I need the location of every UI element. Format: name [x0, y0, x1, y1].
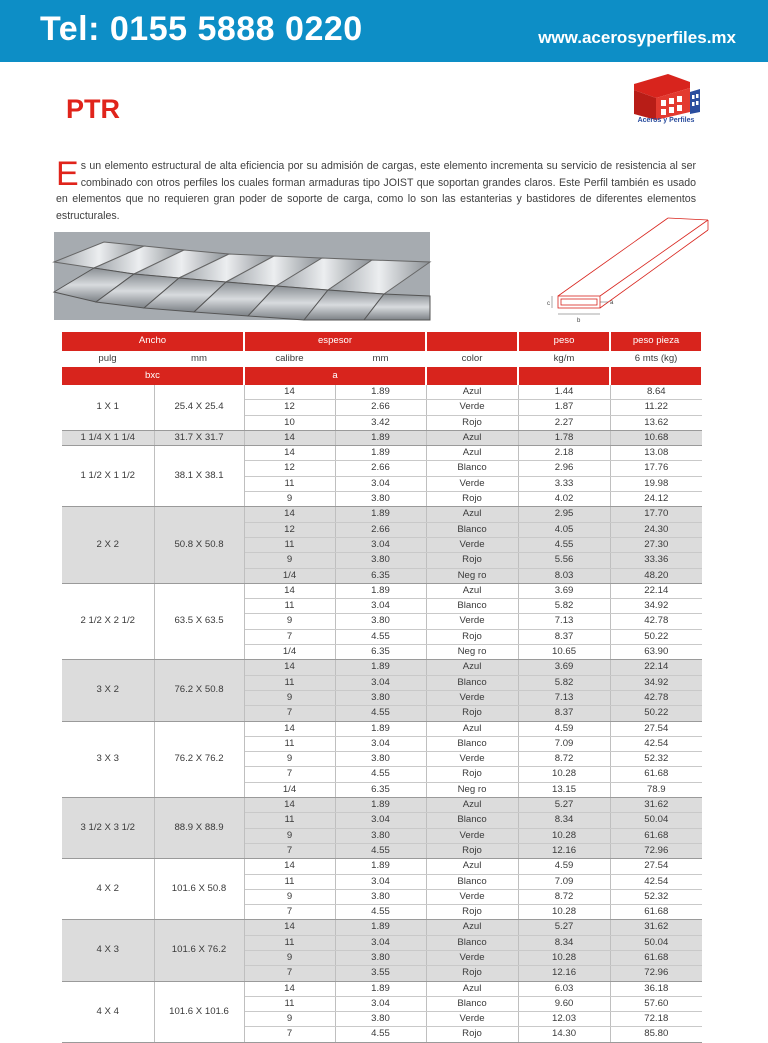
col-header-blank: [426, 332, 518, 351]
thickness-mm-cell: 3.55: [335, 966, 426, 981]
page-title: PTR: [66, 94, 120, 124]
calibre-cell: 11: [244, 874, 335, 889]
thickness-mm-cell: 2.66: [335, 400, 426, 415]
color-cell: Rojo: [426, 629, 518, 644]
calibre-cell: 14: [244, 859, 335, 874]
table-row: [62, 798, 702, 813]
calibre-cell: 14: [244, 920, 335, 935]
color-cell: Rojo: [426, 553, 518, 568]
color-cell: Verde: [426, 614, 518, 629]
kg-per-m-cell: 4.59: [518, 859, 610, 874]
thickness-mm-cell: 3.80: [335, 690, 426, 705]
color-cell: Verde: [426, 1012, 518, 1027]
kg-per-m-cell: 4.55: [518, 537, 610, 552]
piece-weight-cell: 31.62: [610, 920, 702, 935]
thickness-mm-cell: 3.42: [335, 415, 426, 430]
kg-per-m-cell: 10.28: [518, 767, 610, 782]
piece-weight-cell: 36.18: [610, 981, 702, 996]
color-cell: Verde: [426, 752, 518, 767]
col-header-mm-espesor: mm: [335, 351, 426, 367]
table-row: [62, 583, 702, 598]
color-cell: Rojo: [426, 706, 518, 721]
piece-weight-cell: 22.14: [610, 583, 702, 598]
piece-weight-cell: 72.96: [610, 966, 702, 981]
size-mm-cell: 76.2 X 50.8: [154, 660, 244, 721]
product-photo: [54, 232, 430, 320]
calibre-cell: 11: [244, 736, 335, 751]
piece-weight-cell: 13.08: [610, 446, 702, 461]
piece-weight-cell: 13.62: [610, 415, 702, 430]
table-row: [62, 721, 702, 736]
size-mm-cell: 31.7 X 31.7: [154, 430, 244, 445]
piece-weight-cell: 31.62: [610, 798, 702, 813]
size-mm-cell: 38.1 X 38.1: [154, 446, 244, 507]
size-mm-cell: 101.6 X 50.8: [154, 859, 244, 920]
piece-weight-cell: 8.64: [610, 385, 702, 400]
calibre-cell: 11: [244, 476, 335, 491]
piece-weight-cell: 27.30: [610, 537, 702, 552]
size-inches-cell: 4 X 2: [62, 859, 154, 920]
color-cell: Verde: [426, 950, 518, 965]
piece-weight-cell: 24.30: [610, 522, 702, 537]
table-row: [62, 981, 702, 996]
kg-per-m-cell: 4.05: [518, 522, 610, 537]
piece-weight-cell: 27.54: [610, 721, 702, 736]
color-cell: Azul: [426, 446, 518, 461]
dropcap: E: [56, 155, 79, 193]
size-inches-cell: 3 1/2 X 3 1/2: [62, 798, 154, 859]
thickness-mm-cell: 1.89: [335, 981, 426, 996]
thickness-mm-cell: 1.89: [335, 446, 426, 461]
thickness-mm-cell: 3.80: [335, 752, 426, 767]
calibre-cell: 14: [244, 798, 335, 813]
size-mm-cell: 101.6 X 101.6: [154, 981, 244, 1042]
size-mm-cell: 88.9 X 88.9: [154, 798, 244, 859]
color-cell: Rojo: [426, 492, 518, 507]
size-group: [62, 430, 702, 445]
calibre-cell: 1/4: [244, 568, 335, 583]
thickness-mm-cell: 1.89: [335, 583, 426, 598]
kg-per-m-cell: 8.34: [518, 813, 610, 828]
kg-per-m-cell: 7.13: [518, 690, 610, 705]
thickness-mm-cell: 4.55: [335, 706, 426, 721]
size-group: [62, 660, 702, 721]
thickness-mm-cell: 3.80: [335, 1012, 426, 1027]
thickness-mm-cell: 2.66: [335, 461, 426, 476]
color-cell: Azul: [426, 385, 518, 400]
piece-weight-cell: 17.76: [610, 461, 702, 476]
calibre-cell: 14: [244, 385, 335, 400]
piece-weight-cell: 61.68: [610, 828, 702, 843]
piece-weight-cell: 48.20: [610, 568, 702, 583]
thickness-mm-cell: 6.35: [335, 645, 426, 660]
table-row: [62, 660, 702, 675]
diagram-label-b: b: [577, 318, 581, 324]
size-inches-cell: 3 X 2: [62, 660, 154, 721]
calibre-cell: 9: [244, 1012, 335, 1027]
kg-per-m-cell: 5.82: [518, 599, 610, 614]
color-cell: Rojo: [426, 1027, 518, 1042]
size-group: [62, 798, 702, 859]
table-row: [62, 920, 702, 935]
color-cell: Neg ro: [426, 568, 518, 583]
color-cell: Azul: [426, 920, 518, 935]
logo-caption: Aceros y Perfiles: [637, 117, 695, 124]
col-header-peso: peso: [518, 332, 610, 351]
thickness-mm-cell: 3.80: [335, 828, 426, 843]
size-group: [62, 981, 702, 1042]
color-cell: Azul: [426, 583, 518, 598]
color-cell: Rojo: [426, 843, 518, 858]
piece-weight-cell: 11.22: [610, 400, 702, 415]
col-header-6mts: 6 mts (kg): [610, 351, 702, 367]
color-cell: Blanco: [426, 675, 518, 690]
col-header-ancho: Ancho: [62, 332, 244, 351]
col-header-a: a: [244, 367, 426, 385]
calibre-cell: 11: [244, 996, 335, 1011]
size-inches-cell: 2 1/2 X 2 1/2: [62, 583, 154, 659]
calibre-cell: 9: [244, 889, 335, 904]
ptr-spec-table: [62, 332, 703, 1043]
calibre-cell: 14: [244, 430, 335, 445]
calibre-cell: 1/4: [244, 782, 335, 797]
color-cell: Azul: [426, 981, 518, 996]
size-group: [62, 446, 702, 507]
color-cell: Azul: [426, 859, 518, 874]
piece-weight-cell: 61.68: [610, 767, 702, 782]
color-cell: Azul: [426, 660, 518, 675]
kg-per-m-cell: 14.30: [518, 1027, 610, 1042]
piece-weight-cell: 42.54: [610, 736, 702, 751]
color-cell: Blanco: [426, 996, 518, 1011]
kg-per-m-cell: 10.28: [518, 950, 610, 965]
calibre-cell: 12: [244, 461, 335, 476]
kg-per-m-cell: 12.16: [518, 966, 610, 981]
calibre-cell: 9: [244, 828, 335, 843]
thickness-mm-cell: 3.80: [335, 950, 426, 965]
size-inches-cell: 4 X 4: [62, 981, 154, 1042]
kg-per-m-cell: 2.95: [518, 507, 610, 522]
color-cell: Blanco: [426, 522, 518, 537]
size-mm-cell: 50.8 X 50.8: [154, 507, 244, 583]
piece-weight-cell: 61.68: [610, 905, 702, 920]
calibre-cell: 7: [244, 843, 335, 858]
thickness-mm-cell: 1.89: [335, 920, 426, 935]
kg-per-m-cell: 6.03: [518, 981, 610, 996]
thickness-mm-cell: 2.66: [335, 522, 426, 537]
kg-per-m-cell: 8.34: [518, 935, 610, 950]
kg-per-m-cell: 13.15: [518, 782, 610, 797]
calibre-cell: 9: [244, 614, 335, 629]
piece-weight-cell: 24.12: [610, 492, 702, 507]
color-cell: Azul: [426, 507, 518, 522]
thickness-mm-cell: 3.04: [335, 935, 426, 950]
kg-per-m-cell: 5.27: [518, 920, 610, 935]
size-group: [62, 583, 702, 659]
thickness-mm-cell: 3.80: [335, 889, 426, 904]
col-header-bxc: bxc: [62, 367, 244, 385]
size-group: [62, 507, 702, 583]
thickness-mm-cell: 1.89: [335, 798, 426, 813]
thickness-mm-cell: 4.55: [335, 629, 426, 644]
color-cell: Verde: [426, 476, 518, 491]
kg-per-m-cell: 5.82: [518, 675, 610, 690]
calibre-cell: 7: [244, 905, 335, 920]
size-inches-cell: 4 X 3: [62, 920, 154, 981]
kg-per-m-cell: 8.37: [518, 629, 610, 644]
table-row: [62, 507, 702, 522]
piece-weight-cell: 61.68: [610, 950, 702, 965]
color-cell: Rojo: [426, 767, 518, 782]
piece-weight-cell: 42.54: [610, 874, 702, 889]
color-cell: Neg ro: [426, 782, 518, 797]
calibre-cell: 14: [244, 583, 335, 598]
color-cell: Blanco: [426, 461, 518, 476]
intro-text: s un elemento estructural de alta eficiencia por su admisión de cargas, este elemento incrementa su servicio de resistencia al ser combinado con otros perfiles los cuales forman armaduras tipo JOIST que soportan grandes claros. Este Perfil también es usado en elementos que no requieren gran poder de soporte de carga, como lo son las estanterias y bastidores de diferentes elementos estructurales.: [56, 160, 696, 222]
kg-per-m-cell: 8.37: [518, 706, 610, 721]
diagram-label-c: c: [547, 301, 550, 307]
kg-per-m-cell: 8.72: [518, 752, 610, 767]
table-row: [62, 385, 702, 400]
size-group: [62, 859, 702, 920]
piece-weight-cell: 72.18: [610, 1012, 702, 1027]
piece-weight-cell: 63.90: [610, 645, 702, 660]
piece-weight-cell: 33.36: [610, 553, 702, 568]
piece-weight-cell: 17.70: [610, 507, 702, 522]
kg-per-m-cell: 9.60: [518, 996, 610, 1011]
kg-per-m-cell: 2.96: [518, 461, 610, 476]
kg-per-m-cell: 3.69: [518, 660, 610, 675]
piece-weight-cell: 22.14: [610, 660, 702, 675]
color-cell: Blanco: [426, 874, 518, 889]
kg-per-m-cell: 1.78: [518, 430, 610, 445]
col-header-pulg: pulg: [62, 351, 154, 367]
thickness-mm-cell: 4.55: [335, 905, 426, 920]
thickness-mm-cell: 3.04: [335, 599, 426, 614]
thickness-mm-cell: 4.55: [335, 767, 426, 782]
calibre-cell: 7: [244, 1027, 335, 1042]
size-inches-cell: 3 X 3: [62, 721, 154, 797]
size-group: [62, 721, 702, 797]
col-header-calibre: calibre: [244, 351, 335, 367]
color-cell: Azul: [426, 798, 518, 813]
piece-weight-cell: 72.96: [610, 843, 702, 858]
size-mm-cell: 25.4 X 25.4: [154, 385, 244, 430]
thickness-mm-cell: 3.80: [335, 492, 426, 507]
color-cell: Verde: [426, 828, 518, 843]
kg-per-m-cell: 2.27: [518, 415, 610, 430]
size-mm-cell: 101.6 X 76.2: [154, 920, 244, 981]
calibre-cell: 9: [244, 690, 335, 705]
header-row-2: [62, 351, 702, 367]
table-row: [62, 446, 702, 461]
thickness-mm-cell: 3.04: [335, 736, 426, 751]
calibre-cell: 14: [244, 721, 335, 736]
color-cell: Rojo: [426, 966, 518, 981]
size-group: [62, 920, 702, 981]
piece-weight-cell: 50.04: [610, 935, 702, 950]
kg-per-m-cell: 4.02: [518, 492, 610, 507]
calibre-cell: 9: [244, 950, 335, 965]
calibre-cell: 9: [244, 492, 335, 507]
thickness-mm-cell: 3.04: [335, 675, 426, 690]
website-url[interactable]: www.acerosyperfiles.mx: [538, 28, 736, 47]
calibre-cell: 11: [244, 935, 335, 950]
color-cell: Blanco: [426, 599, 518, 614]
col-header-color: color: [426, 351, 518, 367]
thickness-mm-cell: 3.80: [335, 553, 426, 568]
calibre-cell: 12: [244, 522, 335, 537]
table-row: [62, 859, 702, 874]
calibre-cell: 11: [244, 599, 335, 614]
thickness-mm-cell: 1.89: [335, 859, 426, 874]
thickness-mm-cell: 1.89: [335, 721, 426, 736]
piece-weight-cell: 78.9: [610, 782, 702, 797]
piece-weight-cell: 34.92: [610, 599, 702, 614]
color-cell: Neg ro: [426, 645, 518, 660]
calibre-cell: 9: [244, 752, 335, 767]
calibre-cell: 14: [244, 446, 335, 461]
calibre-cell: 14: [244, 660, 335, 675]
piece-weight-cell: 19.98: [610, 476, 702, 491]
piece-weight-cell: 85.80: [610, 1027, 702, 1042]
header-row-1: [62, 332, 702, 351]
col-header-kgm: kg/m: [518, 351, 610, 367]
kg-per-m-cell: 7.09: [518, 736, 610, 751]
header-row-3: [62, 367, 702, 385]
calibre-cell: 1/4: [244, 645, 335, 660]
color-cell: Azul: [426, 721, 518, 736]
piece-weight-cell: 10.68: [610, 430, 702, 445]
thickness-mm-cell: 6.35: [335, 568, 426, 583]
kg-per-m-cell: 10.28: [518, 828, 610, 843]
size-mm-cell: 63.5 X 63.5: [154, 583, 244, 659]
size-mm-cell: 76.2 X 76.2: [154, 721, 244, 797]
kg-per-m-cell: 7.09: [518, 874, 610, 889]
color-cell: Rojo: [426, 905, 518, 920]
piece-weight-cell: 42.78: [610, 690, 702, 705]
size-inches-cell: 1 1/4 X 1 1/4: [62, 430, 154, 445]
kg-per-m-cell: 2.18: [518, 446, 610, 461]
calibre-cell: 10: [244, 415, 335, 430]
calibre-cell: 7: [244, 629, 335, 644]
col-header-espesor: espesor: [244, 332, 426, 351]
thickness-mm-cell: 6.35: [335, 782, 426, 797]
size-inches-cell: 1 1/2 X 1 1/2: [62, 446, 154, 507]
kg-per-m-cell: 3.33: [518, 476, 610, 491]
color-cell: Rojo: [426, 415, 518, 430]
table-row: [62, 430, 702, 445]
diagram-label-a: a: [610, 300, 614, 306]
piece-weight-cell: 57.60: [610, 996, 702, 1011]
color-cell: Blanco: [426, 813, 518, 828]
kg-per-m-cell: 12.03: [518, 1012, 610, 1027]
color-cell: Verde: [426, 537, 518, 552]
piece-weight-cell: 52.32: [610, 752, 702, 767]
size-group: [62, 385, 702, 430]
calibre-cell: 7: [244, 706, 335, 721]
size-inches-cell: 2 X 2: [62, 507, 154, 583]
ptr-profile-diagram: [540, 212, 710, 332]
kg-per-m-cell: 8.72: [518, 889, 610, 904]
thickness-mm-cell: 4.55: [335, 1027, 426, 1042]
piece-weight-cell: 50.22: [610, 706, 702, 721]
header-bar: [0, 0, 768, 62]
thickness-mm-cell: 3.04: [335, 813, 426, 828]
phone-number: Tel: 0155 5888 0220: [40, 10, 363, 48]
calibre-cell: 11: [244, 675, 335, 690]
color-cell: Azul: [426, 430, 518, 445]
col-header-peso-pieza: peso pieza: [610, 332, 702, 351]
calibre-cell: 9: [244, 553, 335, 568]
kg-per-m-cell: 12.16: [518, 843, 610, 858]
kg-per-m-cell: 3.69: [518, 583, 610, 598]
kg-per-m-cell: 1.44: [518, 385, 610, 400]
calibre-cell: 11: [244, 537, 335, 552]
kg-per-m-cell: 5.56: [518, 553, 610, 568]
color-cell: Verde: [426, 400, 518, 415]
thickness-mm-cell: 1.89: [335, 385, 426, 400]
calibre-cell: 7: [244, 966, 335, 981]
thickness-mm-cell: 3.04: [335, 537, 426, 552]
thickness-mm-cell: 1.89: [335, 660, 426, 675]
color-cell: Verde: [426, 889, 518, 904]
calibre-cell: 14: [244, 507, 335, 522]
thickness-mm-cell: 3.04: [335, 996, 426, 1011]
kg-per-m-cell: 1.87: [518, 400, 610, 415]
piece-weight-cell: 42.78: [610, 614, 702, 629]
piece-weight-cell: 50.04: [610, 813, 702, 828]
size-inches-cell: 1 X 1: [62, 385, 154, 430]
color-cell: Blanco: [426, 935, 518, 950]
calibre-cell: 14: [244, 981, 335, 996]
ptr-spec-table-wrap: [62, 332, 702, 1043]
color-cell: Blanco: [426, 736, 518, 751]
thickness-mm-cell: 3.04: [335, 476, 426, 491]
kg-per-m-cell: 10.28: [518, 905, 610, 920]
piece-weight-cell: 34.92: [610, 675, 702, 690]
kg-per-m-cell: 8.03: [518, 568, 610, 583]
thickness-mm-cell: 3.80: [335, 614, 426, 629]
kg-per-m-cell: 7.13: [518, 614, 610, 629]
col-header-mm: mm: [154, 351, 244, 367]
kg-per-m-cell: 10.65: [518, 645, 610, 660]
kg-per-m-cell: 4.59: [518, 721, 610, 736]
calibre-cell: 11: [244, 813, 335, 828]
piece-weight-cell: 27.54: [610, 859, 702, 874]
color-cell: Verde: [426, 690, 518, 705]
thickness-mm-cell: 1.89: [335, 430, 426, 445]
thickness-mm-cell: 3.04: [335, 874, 426, 889]
piece-weight-cell: 52.32: [610, 889, 702, 904]
thickness-mm-cell: 4.55: [335, 843, 426, 858]
thickness-mm-cell: 1.89: [335, 507, 426, 522]
piece-weight-cell: 50.22: [610, 629, 702, 644]
calibre-cell: 12: [244, 400, 335, 415]
calibre-cell: 7: [244, 767, 335, 782]
kg-per-m-cell: 5.27: [518, 798, 610, 813]
